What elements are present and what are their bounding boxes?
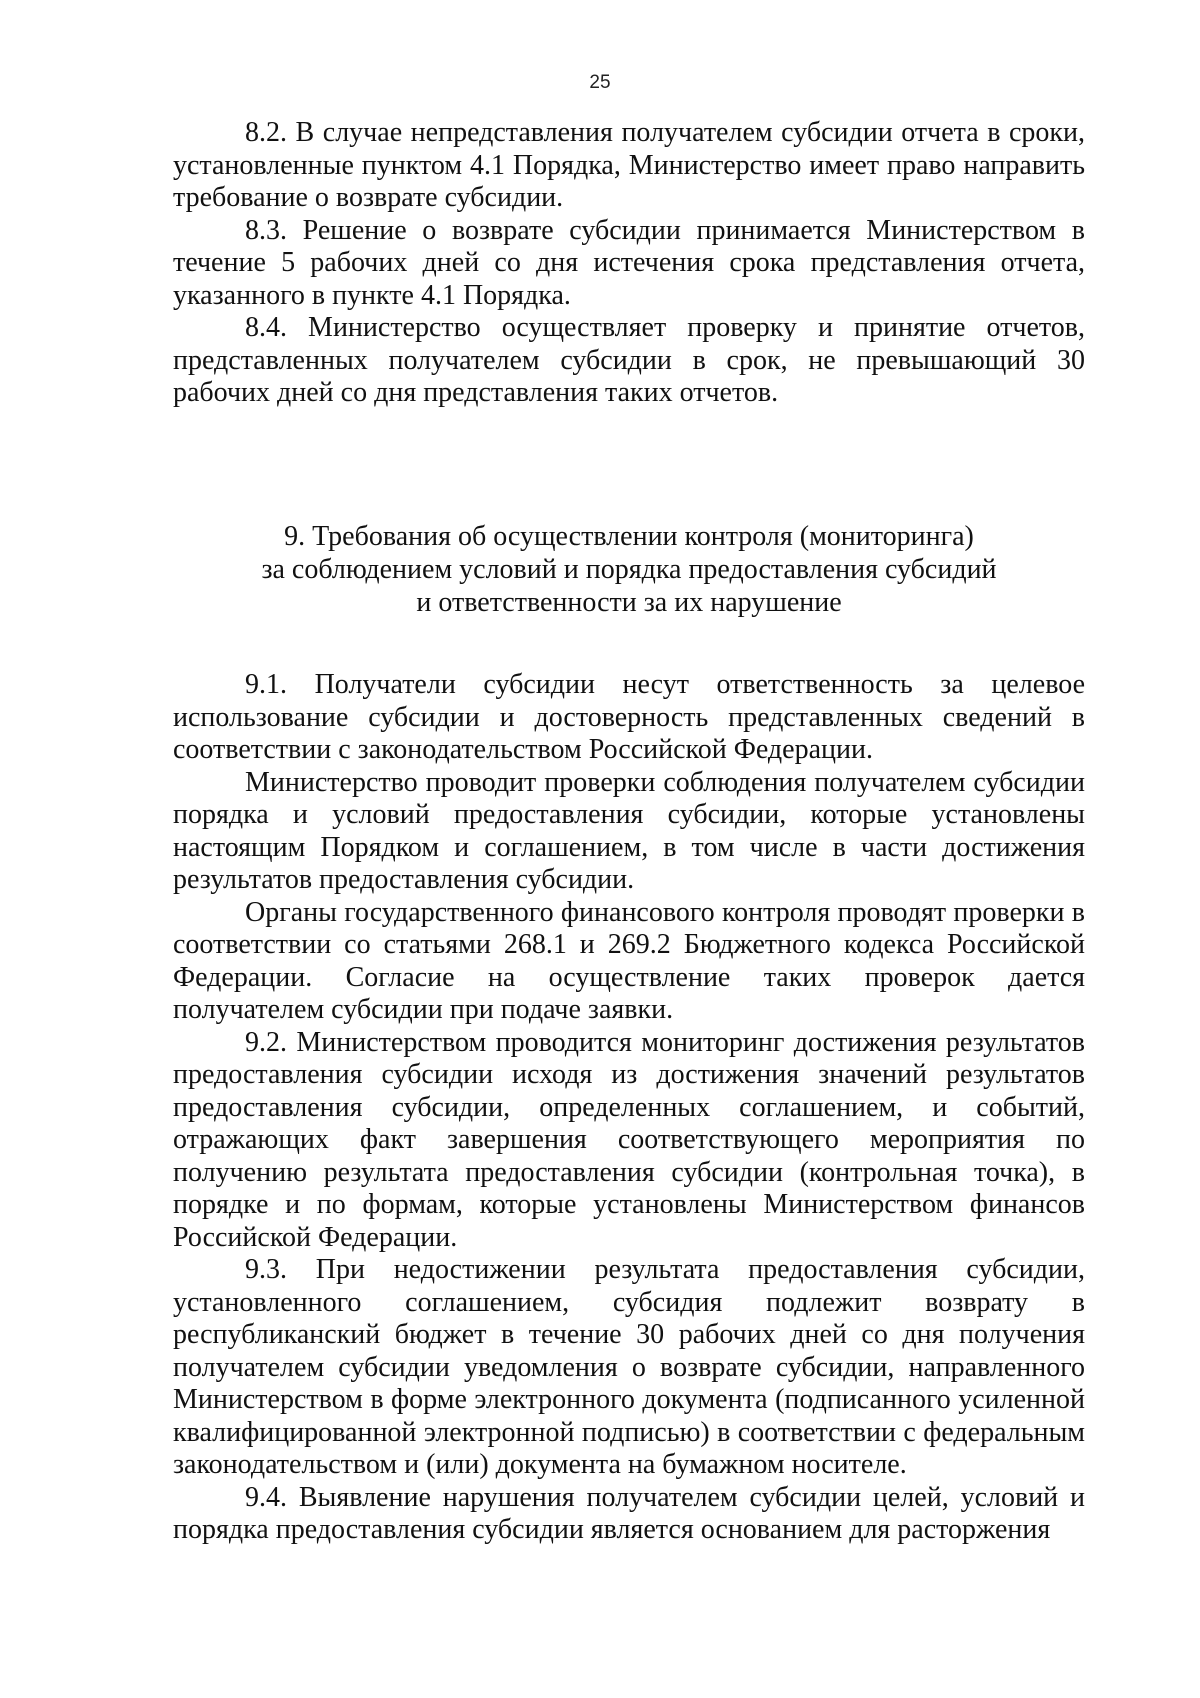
paragraph-8-3: 8.3. Решение о возврате субсидии принимается Министерством в течение 5 рабочих дней со дня истечения срока представления отчета, указанного в пункте 4.1 Порядка.	[173, 214, 1085, 311]
paragraph-8-4: 8.4. Министерство осуществляет проверку и принятие отчетов, представленных получателем субсидии в срок, не превышающий 30 рабочих дней со дня представления таких отчетов.	[173, 312, 1085, 408]
heading-line-1: 9. Требования об осуществлении контроля (мониторинга)	[284, 521, 974, 552]
heading-line-2: за соблюдением условий и порядка предоставления субсидий	[261, 554, 997, 585]
section-9-paragraphs	[173, 669, 1085, 1547]
heading-line-3: и ответственности за их нарушение	[416, 587, 842, 618]
paragraph-ministry-checks: Министерство проводит проверки соблюдения получателем субсидии порядка и условий предоставления субсидии, которые установлены настоящим Порядком и соглашением, в том числе в части достижения результатов предоставления субсидии.	[173, 766, 1085, 895]
paragraph-9-3: 9.3. При недостижении результата предоставления субсидии, установленного соглашением, субсидия подлежит возврату в республиканский бюджет в течение 30 рабочих дней со дня получения получателем субсидии уведомления о возврате субсидии, направленного Министерством в форме электронного документа (подписанного усиленной квалифицированной электронной подписью) в соответствии с федеральным законодательством и (или) документа на бумажном носителе.	[173, 1254, 1085, 1480]
paragraph-financial-control: Органы государственного финансового контроля проводят проверки в соответствии со статьями 268.1 и 269.2 Бюджетного кодекса Российской Федерации. Согласие на осуществление таких проверок дается получателем субсидии при подаче заявки.	[173, 896, 1085, 1025]
section-8-paragraphs	[173, 117, 1085, 410]
paragraph-9-1: 9.1. Получатели субсидии несут ответственность за целевое использование субсидии и достоверность представленных сведений в соответствии с законодательством Российской Федерации.	[173, 669, 1085, 765]
paragraph-8-2: 8.2. В случае непредставления получателем субсидии отчета в сроки, установленные пунктом 4.1 Порядка, Министерство имеет право направить требование о возврате субсидии.	[173, 117, 1085, 213]
section-9-heading	[173, 520, 1085, 619]
paragraph-9-4: 9.4. Выявление нарушения получателем субсидии целей, условий и порядка предоставления субсидии является основанием для расторжения	[173, 1481, 1085, 1545]
page-number: 25	[589, 72, 611, 93]
paragraph-9-2: 9.2. Министерством проводится мониторинг достижения результатов предоставления субсидии исходя из достижения значений результатов предоставления субсидии, определенных соглашением, и событий, отражающих факт завершения соответствующего мероприятия по получению результата предоставления субсидии (контрольная точка), в порядке и по формам, которые установлены Министерством финансов Российской Федерации.	[173, 1026, 1085, 1253]
